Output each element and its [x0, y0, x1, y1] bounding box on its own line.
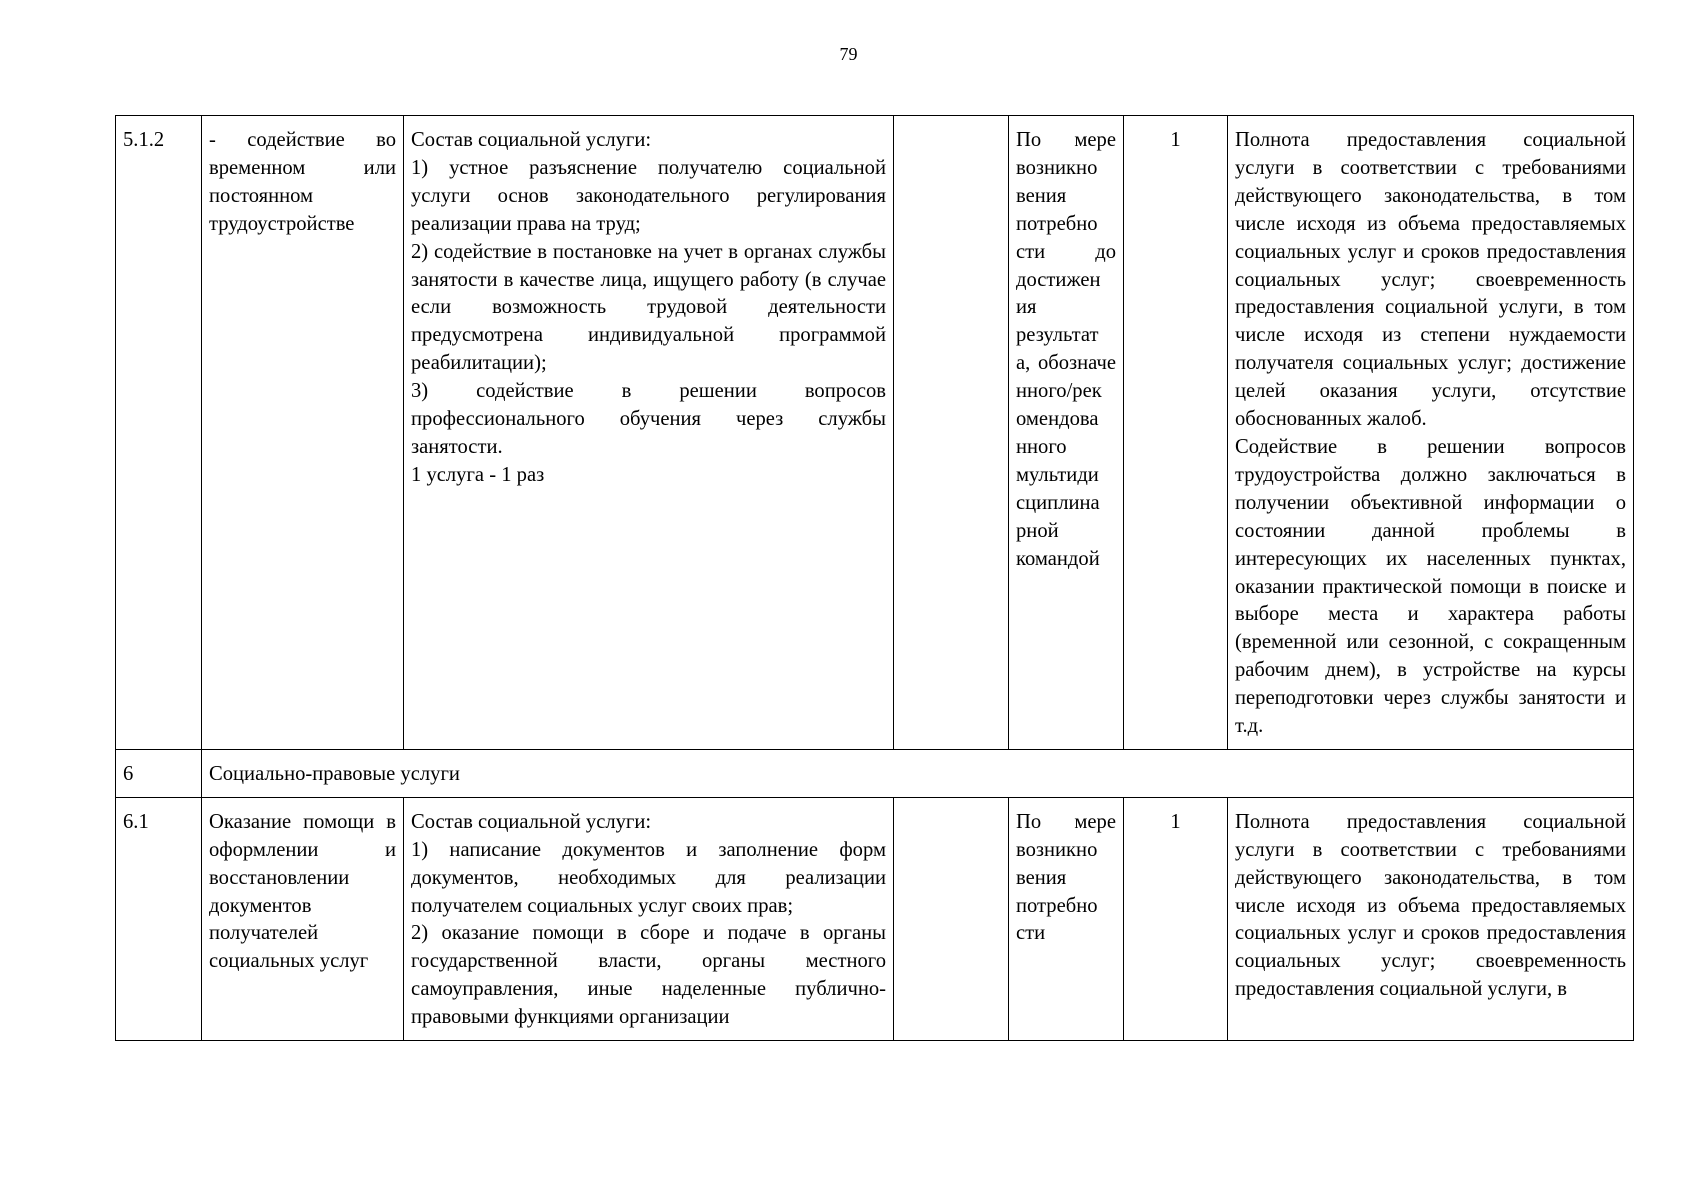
service-period: По мере возникно вения потребно сти до достижен ия результат а, обозначе нного/рек омендова нного мультиди сциплина рной командой: [1009, 116, 1124, 750]
page-number: 79: [839, 44, 858, 64]
content-line: 2) содействие в постановке на учет в органах службы занятости в качестве лица, ищущего работу (в случае если возможность трудовой деятельности предусмотрена индивидуальной программой реабилитации);: [411, 240, 886, 375]
service-quality: [1228, 116, 1634, 750]
row-number: 6.1: [116, 797, 202, 1040]
content-line: 3) содействие в решении вопросов профессионального обучения через службы занятости.: [411, 380, 886, 458]
service-name: Оказание помощи в оформлении и восстановлении документов получателей социальных услуг: [202, 797, 404, 1040]
content-line: 2) оказание помощи в сборе и подаче в органы государственной власти, органы местного самоуправления, иные наделенные публично-правовыми функциями организации: [411, 922, 886, 1029]
service-period: По мере возникно вения потребно сти: [1009, 797, 1124, 1040]
quality-paragraph: Полнота предоставления социальной услуги в соответствии с требованиями действующего законодательства, в том числе исходя из объема предоставляемых социальных услуг и сроков предоставления социальных услуг; своевременность предоставления социальной услуги, в том числе исходя из степени нуждаемости получателя социальных услуг; достижение целей оказания услуги, отсутствие обоснованных жалоб.: [1235, 129, 1626, 431]
quality-paragraph: Полнота предоставления социальной услуги в соответствии с требованиями действующего законодательства, в том числе исходя из объема предоставляемых социальных услуг и сроков предоставления социальных услуг; своевременность предоставления социальной услуги, в: [1235, 810, 1626, 1001]
section-title: Социально-правовые услуги: [202, 749, 1634, 797]
table-row: [116, 797, 1634, 1040]
content-line: Состав социальной услуги:: [411, 129, 652, 151]
service-quality: [1228, 797, 1634, 1040]
row-number: 5.1.2: [116, 116, 202, 750]
service-norm: [894, 116, 1009, 750]
service-content: [404, 116, 894, 750]
services-table: [115, 115, 1634, 1041]
quality-paragraph: Содействие в решении вопросов трудоустройства должно заключаться в получении объективной информации о состоянии данной проблемы в интересующих их населенных пунктах, оказании практической помощи в поиске и выборе места и характера работы (временной или сезонной, с сокращенным рабочим днем), в устройстве на курсы переподготовки через службы занятости и т.д.: [1235, 435, 1626, 738]
service-norm: [894, 797, 1009, 1040]
section-number: 6: [116, 749, 202, 797]
service-name: - содействие во временном или постоянном трудоустройстве: [202, 116, 404, 750]
service-count: 1: [1124, 797, 1228, 1040]
content-line: Состав социальной услуги:: [411, 810, 652, 833]
content-line: 1 услуга - 1 раз: [411, 463, 545, 486]
service-count: 1: [1124, 116, 1228, 750]
content-line: 1) устное разъяснение получателю социальной услуги основ законодательного регулирования реализации права на труд;: [411, 156, 886, 235]
service-content: [404, 797, 894, 1040]
table-row: [116, 116, 1634, 750]
content-line: 1) написание документов и заполнение форм документов, необходимых для реализации получателем социальных услуг своих прав;: [411, 838, 886, 917]
section-row: [116, 749, 1634, 797]
